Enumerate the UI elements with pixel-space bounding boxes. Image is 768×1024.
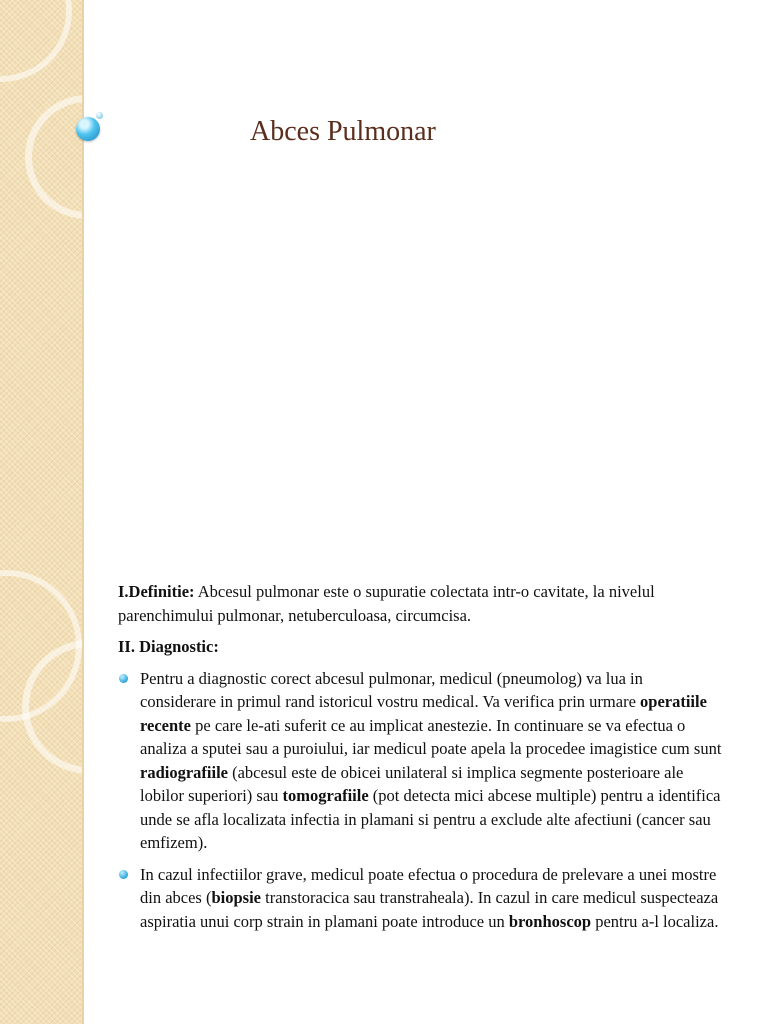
bold-term: radiografiile: [140, 762, 228, 782]
small-orb-icon: [96, 112, 103, 119]
bold-term: operatiile recente: [140, 692, 707, 735]
bullet-text: transtoracica sau transtraheala). In cazul in care medicul suspecteaza aspiratia unui corp strain in plamani poate introduce un: [140, 888, 719, 931]
bold-term: bronhoscop: [508, 911, 592, 931]
bullet-text: (abcesul este de obicei unilateral si implica segmente posterioare ale lobilor superiori) sau: [140, 762, 684, 805]
blue-orb-icon: [76, 117, 100, 141]
bullet-text: pentru a-l localiza.: [591, 911, 719, 931]
diagnostic-heading: II. Diagnostic:: [118, 637, 219, 656]
definition-paragraph: [118, 580, 722, 627]
slide-content: [118, 580, 722, 941]
bullet-text: (pot detecta mici abcese multiple) pentru a identifica unde se afla localizata infectia in plamani si pentru a exclude alte afectiuni (cancer sau emfizem).: [140, 786, 721, 852]
slide-title: Abces Pulmonar: [250, 116, 436, 147]
bullet-text: Pentru a diagnostic corect abcesul pulmonar, medicul (pneumolog) va lua in considerare in primul rand istoricul vostru medical. Va verifica prin urmare: [140, 668, 643, 711]
bullet-icon: [119, 870, 128, 879]
definition-text: Abcesul pulmonar este o supuratie colectata intr-o cavitate, la nivelul parenchimului pulmonar, netuberculoasa, circumcisa.: [118, 582, 655, 625]
list-item: [118, 863, 722, 934]
definition-label: I.Definitie:: [118, 582, 195, 601]
diagnostic-list: [118, 667, 722, 934]
bold-term: tomografiile: [282, 786, 369, 805]
sidebar-edge-line: [82, 0, 84, 1024]
bullet-text: pe care le-ati suferit ce au implicat anestezie. In continuare se va efectua o analiza a sputei sau a puroiului, iar medicul poate apela la procedee imagistice cum sunt: [140, 715, 722, 758]
bullet-icon: [119, 674, 128, 683]
decor-arc-top: [0, 0, 72, 82]
list-item: [118, 667, 722, 855]
bold-term: biopsie: [211, 888, 262, 907]
decor-arc-middle: [25, 95, 84, 219]
decorative-sidebar: [0, 0, 84, 1024]
bullet-text: In cazul infectiilor grave, medicul poate efectua o procedura de prelevare a unei mostre din abces (: [140, 864, 717, 907]
